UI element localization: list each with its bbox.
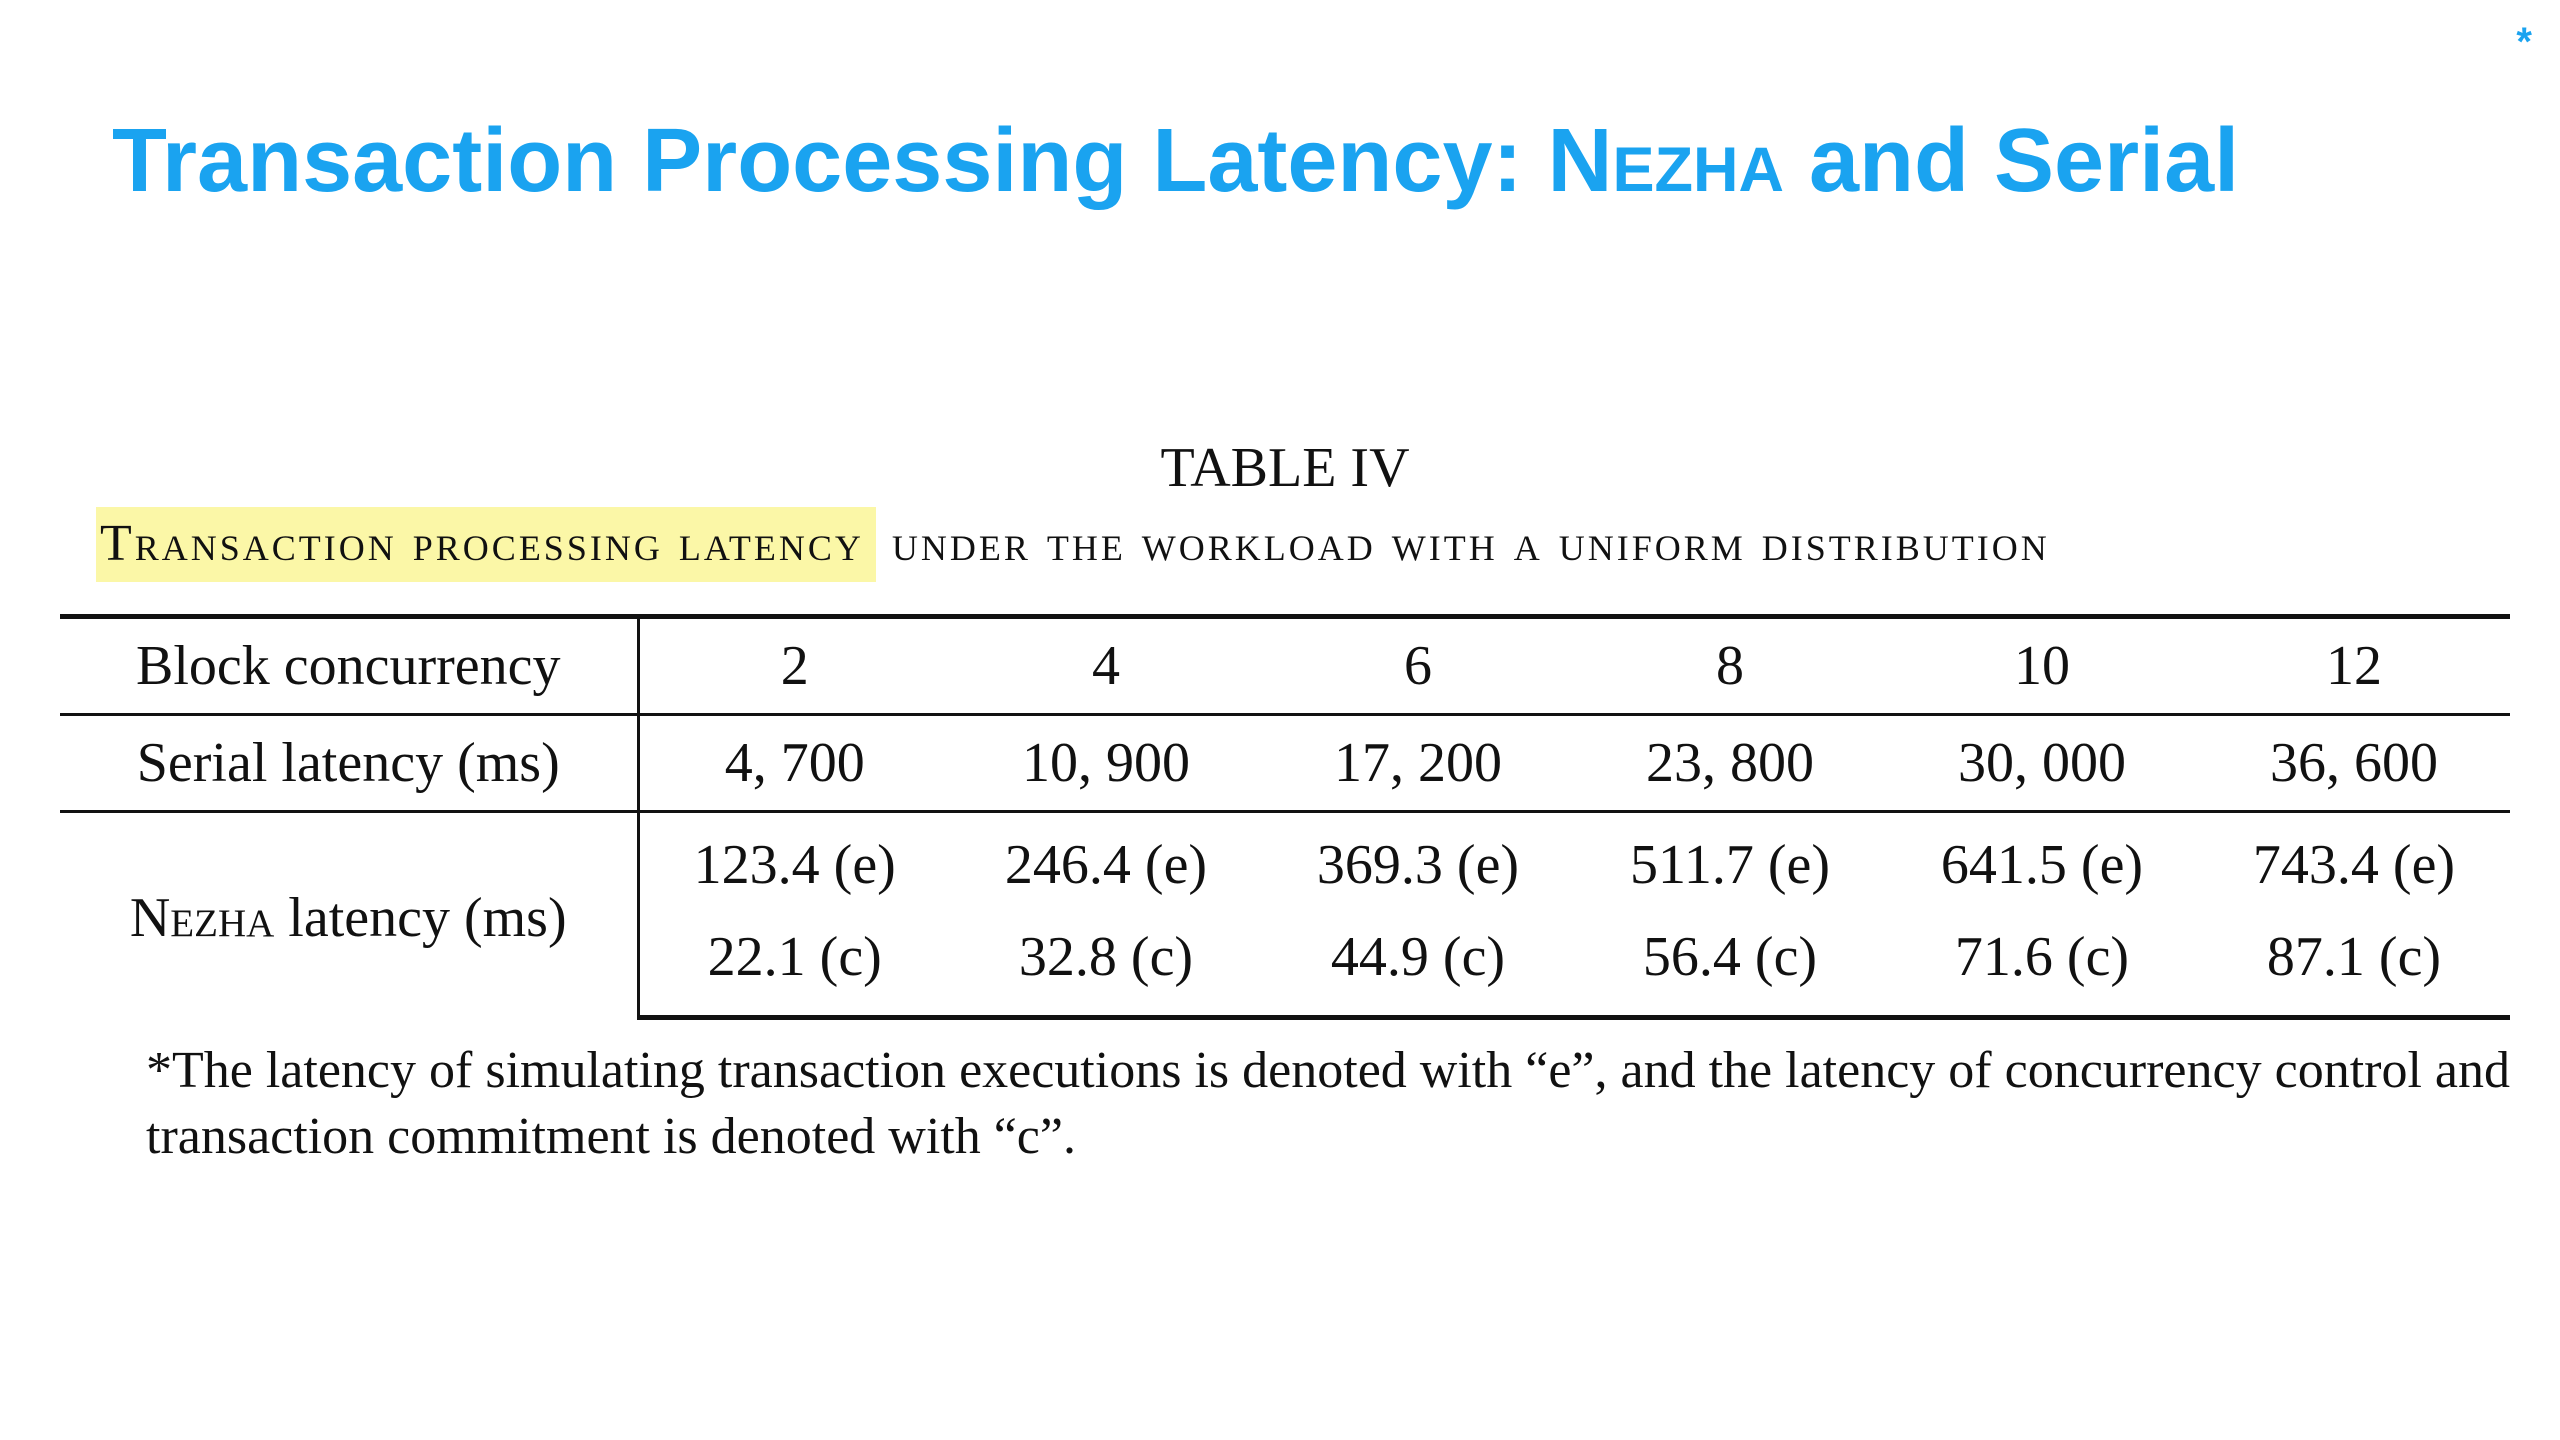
header-label-cell: Block concurrency bbox=[60, 617, 638, 715]
serial-latency-cell: 23, 800 bbox=[1574, 715, 1886, 812]
caption-rest: under the workload with a uniform distribution bbox=[875, 515, 2050, 572]
latency-table bbox=[60, 614, 2510, 1020]
nezha-execution-cell: 123.4 (e) bbox=[693, 834, 896, 896]
nezha-label-system: Nezha bbox=[129, 887, 275, 950]
table-row-nezha-execution bbox=[60, 812, 2510, 912]
nezha-label-cell bbox=[60, 812, 638, 1018]
nezha-commit-cell: 32.8 (c) bbox=[950, 911, 1262, 1018]
table-header-row bbox=[60, 617, 2510, 715]
title-suffix: and Serial bbox=[1783, 111, 2240, 211]
corner-asterisk: * bbox=[2516, 20, 2532, 64]
title-system-name: Nezha bbox=[1547, 111, 1784, 211]
nezha-execution-cell: 511.7 (e) bbox=[1629, 834, 1831, 896]
nezha-commit-cell: 87.1 (c) bbox=[2198, 911, 2510, 1018]
nezha-label-rest: latency (ms) bbox=[274, 887, 567, 950]
header-cell: 12 bbox=[2198, 617, 2510, 715]
caption-highlight: Transaction processing latency bbox=[96, 507, 876, 582]
nezha-execution-cell: 743.4 (e) bbox=[2252, 834, 2456, 896]
slide-title bbox=[112, 112, 2239, 211]
nezha-execution-cell: 246.4 (e) bbox=[1004, 834, 1208, 896]
title-prefix: Transaction Processing Latency: bbox=[112, 111, 1548, 211]
serial-latency-cell: 10, 900 bbox=[950, 715, 1262, 812]
header-cell: 6 bbox=[1262, 617, 1574, 715]
nezha-commit-cell: 56.4 (c) bbox=[1574, 911, 1886, 1018]
serial-label-cell: Serial latency (ms) bbox=[60, 715, 638, 812]
table-caption bbox=[100, 515, 2510, 572]
serial-latency-cell: 4, 700 bbox=[638, 715, 950, 812]
header-cell: 4 bbox=[950, 617, 1262, 715]
serial-latency-cell: 36, 600 bbox=[2198, 715, 2510, 812]
table-figure bbox=[60, 437, 2510, 1170]
nezha-commit-cell: 71.6 (c) bbox=[1886, 911, 2198, 1018]
table-row-serial bbox=[60, 715, 2510, 812]
nezha-commit-cell: 22.1 (c) bbox=[638, 911, 950, 1018]
table-label: TABLE IV bbox=[1160, 437, 1410, 499]
nezha-commit-cell: 44.9 (c) bbox=[1262, 911, 1574, 1018]
table-footnote: *The latency of simulating transaction executions is denoted with “e”, and the latency of concurrency control and transaction commitment is denoted with “c”. bbox=[146, 1042, 2510, 1165]
header-cell: 8 bbox=[1574, 617, 1886, 715]
serial-latency-cell: 17, 200 bbox=[1262, 715, 1574, 812]
serial-latency-cell: 30, 000 bbox=[1886, 715, 2198, 812]
nezha-execution-cell: 369.3 (e) bbox=[1316, 834, 1520, 896]
nezha-execution-cell: 641.5 (e) bbox=[1940, 834, 2144, 896]
header-cell: 10 bbox=[1886, 617, 2198, 715]
header-cell: 2 bbox=[638, 617, 950, 715]
